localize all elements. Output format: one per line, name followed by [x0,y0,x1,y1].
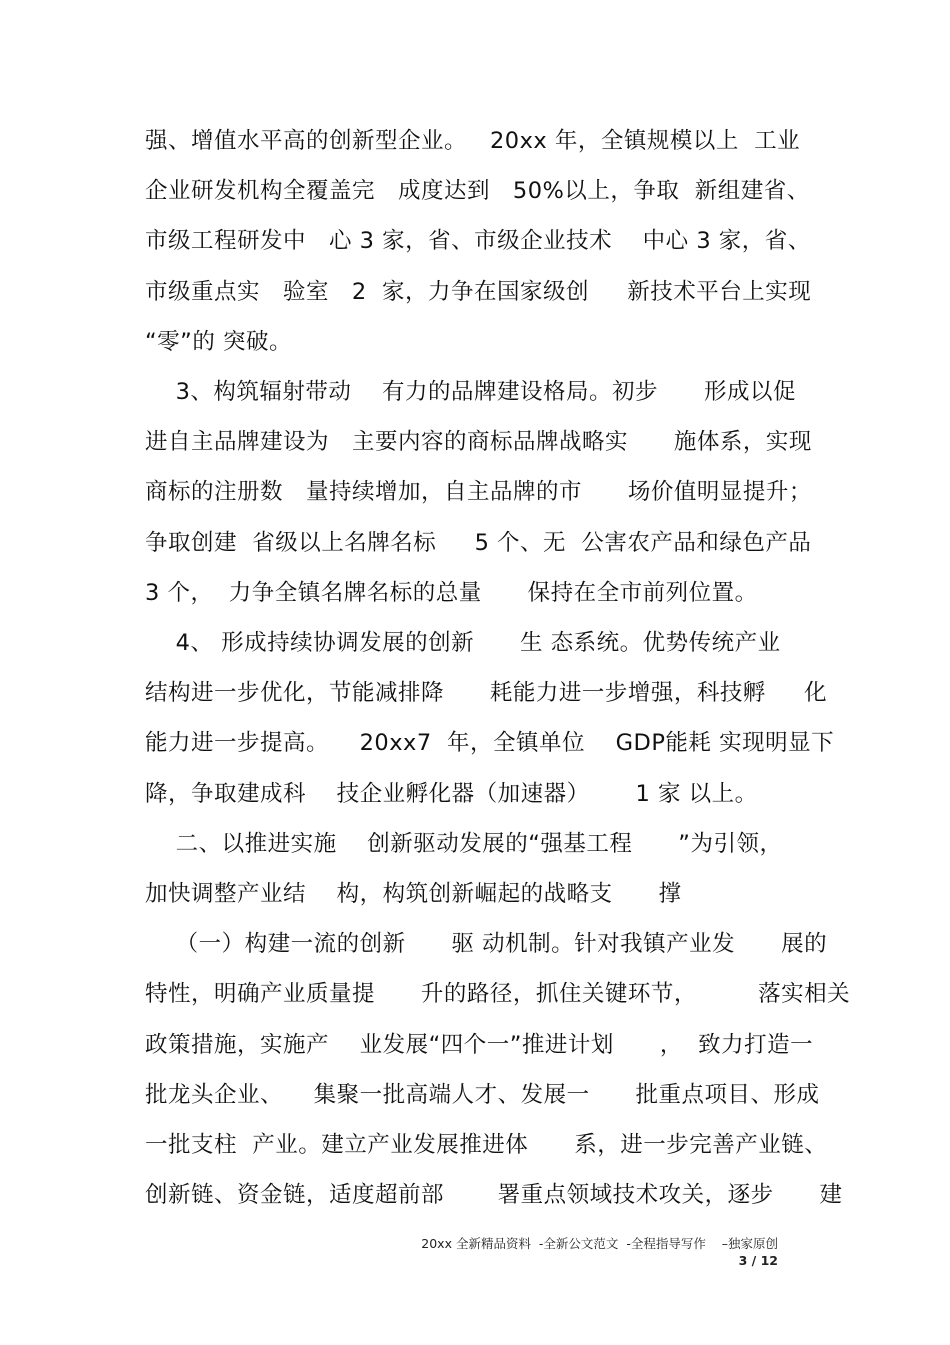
text-line: 批龙头企业、 集聚一批高端人才、发展一 批重点项目、形成 [145,1082,820,1108]
text-line: 企业研发机构全覆盖完 成度达到 50%以上，争取 新组建省、 [145,178,810,204]
text-line: 4、 形成持续协调发展的创新 生 态系统。优势传统产业 [145,630,781,656]
text-line: 3 个， 力争全镇名牌名标的总量 保持在全市前列位置。 [145,580,758,606]
text-line: 3、构筑辐射带动 有力的品牌建设格局。初步 形成以促 [145,379,796,405]
text-line: 进自主品牌建设为 主要内容的商标品牌战略实 施体系，实现 [145,429,812,455]
text-line: 政策措施，实施产 业发展“四个一”推进计划 ， 致力打造一 [145,1032,814,1058]
page-number: 3 / 12 [738,1253,778,1268]
text-line: 争取创建 省级以上名牌名标 5 个、无 公害农产品和绿色产品 [145,530,812,556]
text-line: 创新链、资金链，适度超前部 署重点领域技术攻关，逐步 建 [145,1182,843,1208]
text-line: 结构进一步优化，节能减排降 耗能力进一步增强，科技孵 化 [145,680,828,706]
text-line: 市级工程研发中 心 3 家，省、市级企业技术 中心 3 家，省、 [145,228,811,254]
text-line: 商标的注册数 量持续增加，自主品牌的市 场价值明显提升； [145,479,812,505]
text-line: 特性，明确产业质量提 升的路径，抓住关键环节， 落实相关 [145,981,851,1007]
text-line: 一批支柱 产业。建立产业发展推进体 系，进一步完善产业链、 [145,1132,828,1158]
text-line: “零”的 突破。 [145,329,292,355]
text-line: 市级重点实 验室 2 家，力争在国家级创 新技术平台上实现 [145,279,812,305]
page-footer: 20xx 全新精品资料 -全新公文范文 -全程指导写作 –独家原创 [421,1236,778,1251]
text-line: 能力进一步提高。 20xx7 年，全镇单位 GDP能耗 实现明显下 [145,730,835,756]
text-line: 加快调整产业结 构，构筑创新崛起的战略支 撑 [145,881,682,907]
text-line: 二、以推进实施 创新驱动发展的“强基工程 ”为引领， [145,831,783,857]
text-line: （一）构建一流的创新 驱 动机制。针对我镇产业发 展的 [145,931,828,957]
text-line: 强、增值水平高的创新型企业。 20xx 年，全镇规模以上 工业 [145,128,801,154]
text-line: 降，争取建成科 技企业孵化器（加速器） 1 家 以上。 [145,781,758,807]
